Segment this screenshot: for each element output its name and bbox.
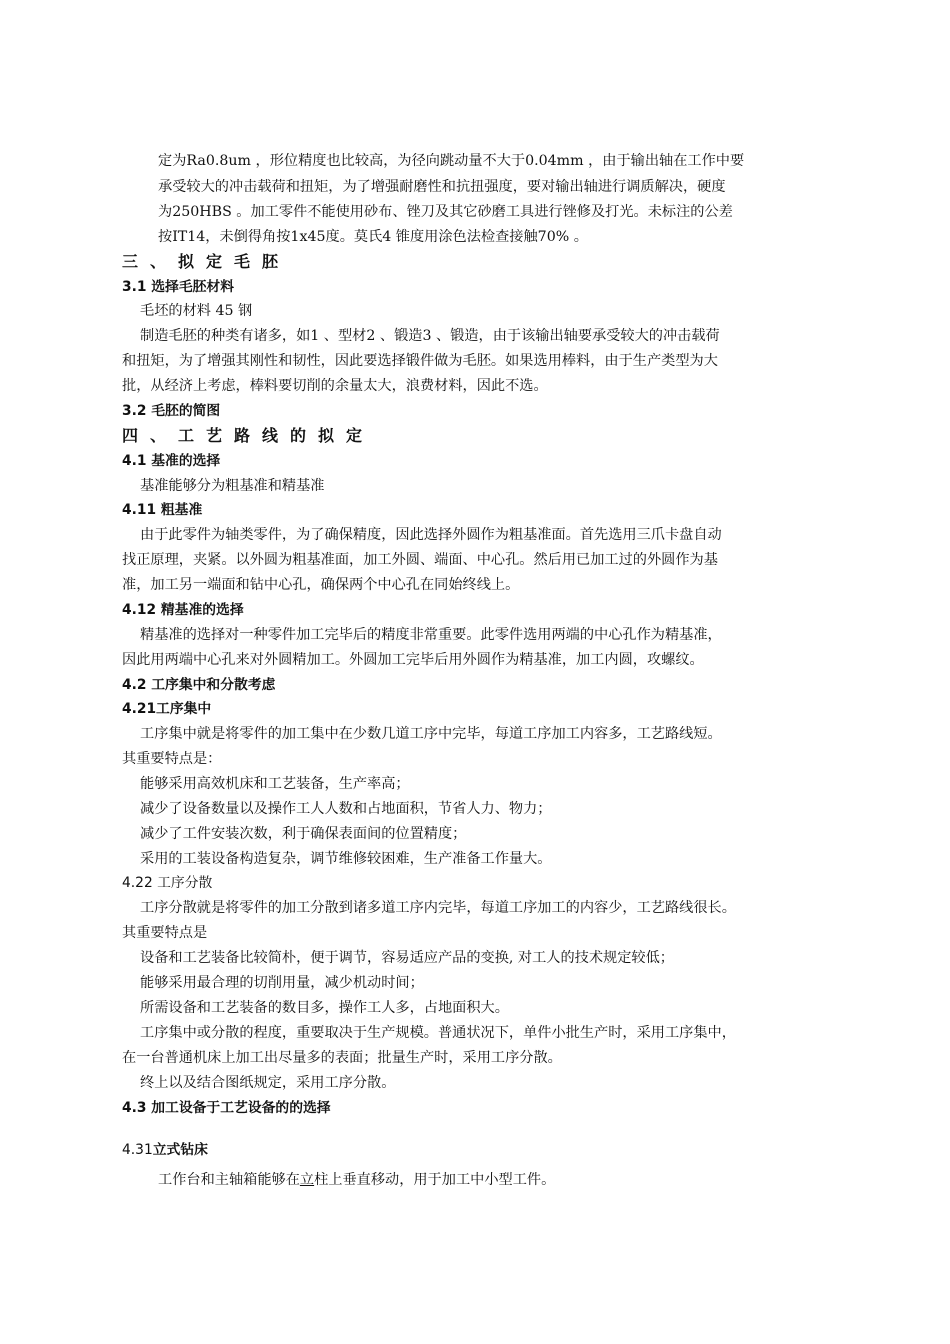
intro-line-2: 承受较大的冲击载荷和扭矩，为了增强耐磨性和抗扭强度，要对输出轴进行调质解决，硬度 bbox=[158, 179, 726, 195]
heading-4-31-text: 立式钻床 bbox=[152, 1142, 208, 1158]
paragraph-choice-line-1: 工序集中或分散的程度，重要取决于生产规模。普通状况下，单件小批生产时，采用工序集中， bbox=[140, 1025, 736, 1041]
paragraph-4-31-post: 柱上垂直移动，用于加工中小型工件。 bbox=[314, 1172, 556, 1188]
section-heading-3: 三、拟定毛胚 bbox=[122, 252, 291, 271]
heading-4-31-number: 4.31 bbox=[122, 1142, 153, 1158]
paragraph-4-31-underlined: 立 bbox=[299, 1172, 315, 1188]
intro-line-3: 为250HBS 。加工零件不能使用砂布、锉刀及其它砂磨工具进行锉修及打光。未标注的公差 bbox=[158, 204, 733, 220]
paragraph-3-1-line-2: 和扭矩，为了增强其刚性和韧性，因此要选择锻件做为毛胚。如果选用棒料，由于生产类型为大 bbox=[122, 353, 718, 369]
paragraph-4-12-line-2: 因此用两端中心孔来对外圆精加工。外圆加工完毕后用外圆作为精基准，加工内圆，攻螺纹。 bbox=[122, 652, 704, 668]
paragraph-4-22-line-1: 工序分散就是将零件的加工分散到诸多道工序内完毕，每道工序加工的内容少，工艺路线很长。 bbox=[140, 900, 736, 916]
list-item-4-21: 减少了设备数量以及操作工人人数和占地面积，节省人力、物力； bbox=[140, 801, 552, 817]
intro-line-4: 按IT14，未倒得角按1x45度。莫氏4 锥度用涂色法检查接触70% 。 bbox=[158, 229, 588, 245]
paragraph-3-1-material: 毛坯的材料 45 钢 bbox=[140, 303, 253, 319]
intro-line-1: 定为Ra0.8um ，形位精度也比较高，为径向跳动量不大于0.04mm ，由于输出轴在工作中要 bbox=[158, 153, 745, 169]
paragraph-choice-line-2: 在一台普通机床上加工出尽量多的表面；批量生产时，采用工序分散。 bbox=[122, 1050, 562, 1066]
paragraph-3-1-line-3: 批，从经济上考虑，棒料要切削的余量太大，浪费材料，因此不选。 bbox=[122, 378, 548, 394]
list-item-4-22: 设备和工艺装备比较简朴，便于调节，容易适应产品的变换, 对工人的技术规定较低； bbox=[140, 950, 674, 966]
list-item-4-22: 能够采用最合理的切削用量，减少机动时间； bbox=[140, 975, 424, 991]
paragraph-4-11-line-3: 准，加工另一端面和钻中心孔，确保两个中心孔在同始终线上。 bbox=[122, 577, 520, 593]
paragraph-4-1: 基准能够分为粗基准和精基准 bbox=[140, 478, 325, 494]
paragraph-3-1-line-1: 制造毛胚的种类有诸多，如1 、型材2 、锻造3 、锻造，由于该输出轴要承受较大的冲击载荷 bbox=[140, 328, 720, 344]
list-item-4-21: 采用的工装设备构造复杂，调节维修较困难，生产准备工作量大。 bbox=[140, 851, 552, 867]
heading-4-22: 4.22 工序分散 bbox=[122, 875, 213, 891]
paragraph-4-21-line-2: 其重要特点是： bbox=[122, 751, 222, 767]
paragraph-4-12-line-1: 精基准的选择对一种零件加工完毕后的精度非常重要。此零件选用两端的中心孔作为精基准， bbox=[140, 627, 722, 643]
paragraph-4-11-line-2: 找正原理，夹紧。以外圆为粗基准面，加工外圆、端面、中心孔。然后用已加工过的外圆作为基 bbox=[122, 552, 718, 568]
heading-3-2: 3.2 毛胚的简图 bbox=[122, 403, 221, 419]
heading-4-1: 4.1 基准的选择 bbox=[122, 453, 221, 469]
section-heading-4: 四、工艺路线的拟定 bbox=[122, 426, 375, 445]
paragraph-final: 终上以及结合图纸规定，采用工序分散。 bbox=[140, 1075, 396, 1091]
heading-4-12: 4.12 精基准的选择 bbox=[122, 602, 244, 618]
list-item-4-21: 减少了工件安装次数，利于确保表面间的位置精度； bbox=[140, 826, 467, 842]
heading-4-2: 4.2 工序集中和分散考虑 bbox=[122, 677, 276, 693]
list-item-4-22: 所需设备和工艺装备的数目多，操作工人多，占地面积大。 bbox=[140, 1000, 509, 1016]
paragraph-4-31 bbox=[158, 1171, 555, 1189]
heading-4-11: 4.11 粗基准 bbox=[122, 502, 203, 518]
heading-4-31 bbox=[122, 1141, 208, 1159]
paragraph-4-21-line-1: 工序集中就是将零件的加工集中在少数几道工序中完毕，每道工序加工内容多，工艺路线短。 bbox=[140, 726, 722, 742]
heading-4-21: 4.21工序集中 bbox=[122, 701, 212, 717]
paragraph-4-22-line-2: 其重要特点是 bbox=[122, 925, 208, 941]
paragraph-4-11-line-1: 由于此零件为轴类零件，为了确保精度，因此选择外圆作为粗基准面。首先选用三爪卡盘自动 bbox=[140, 527, 722, 543]
heading-3-1: 3.1 选择毛胚材料 bbox=[122, 279, 235, 295]
list-item-4-21: 能够采用高效机床和工艺装备，生产率高； bbox=[140, 776, 410, 792]
heading-4-3: 4.3 加工设备于工艺设备的的选择 bbox=[122, 1100, 331, 1116]
paragraph-4-31-pre: 工作台和主轴箱能够在 bbox=[158, 1172, 300, 1188]
